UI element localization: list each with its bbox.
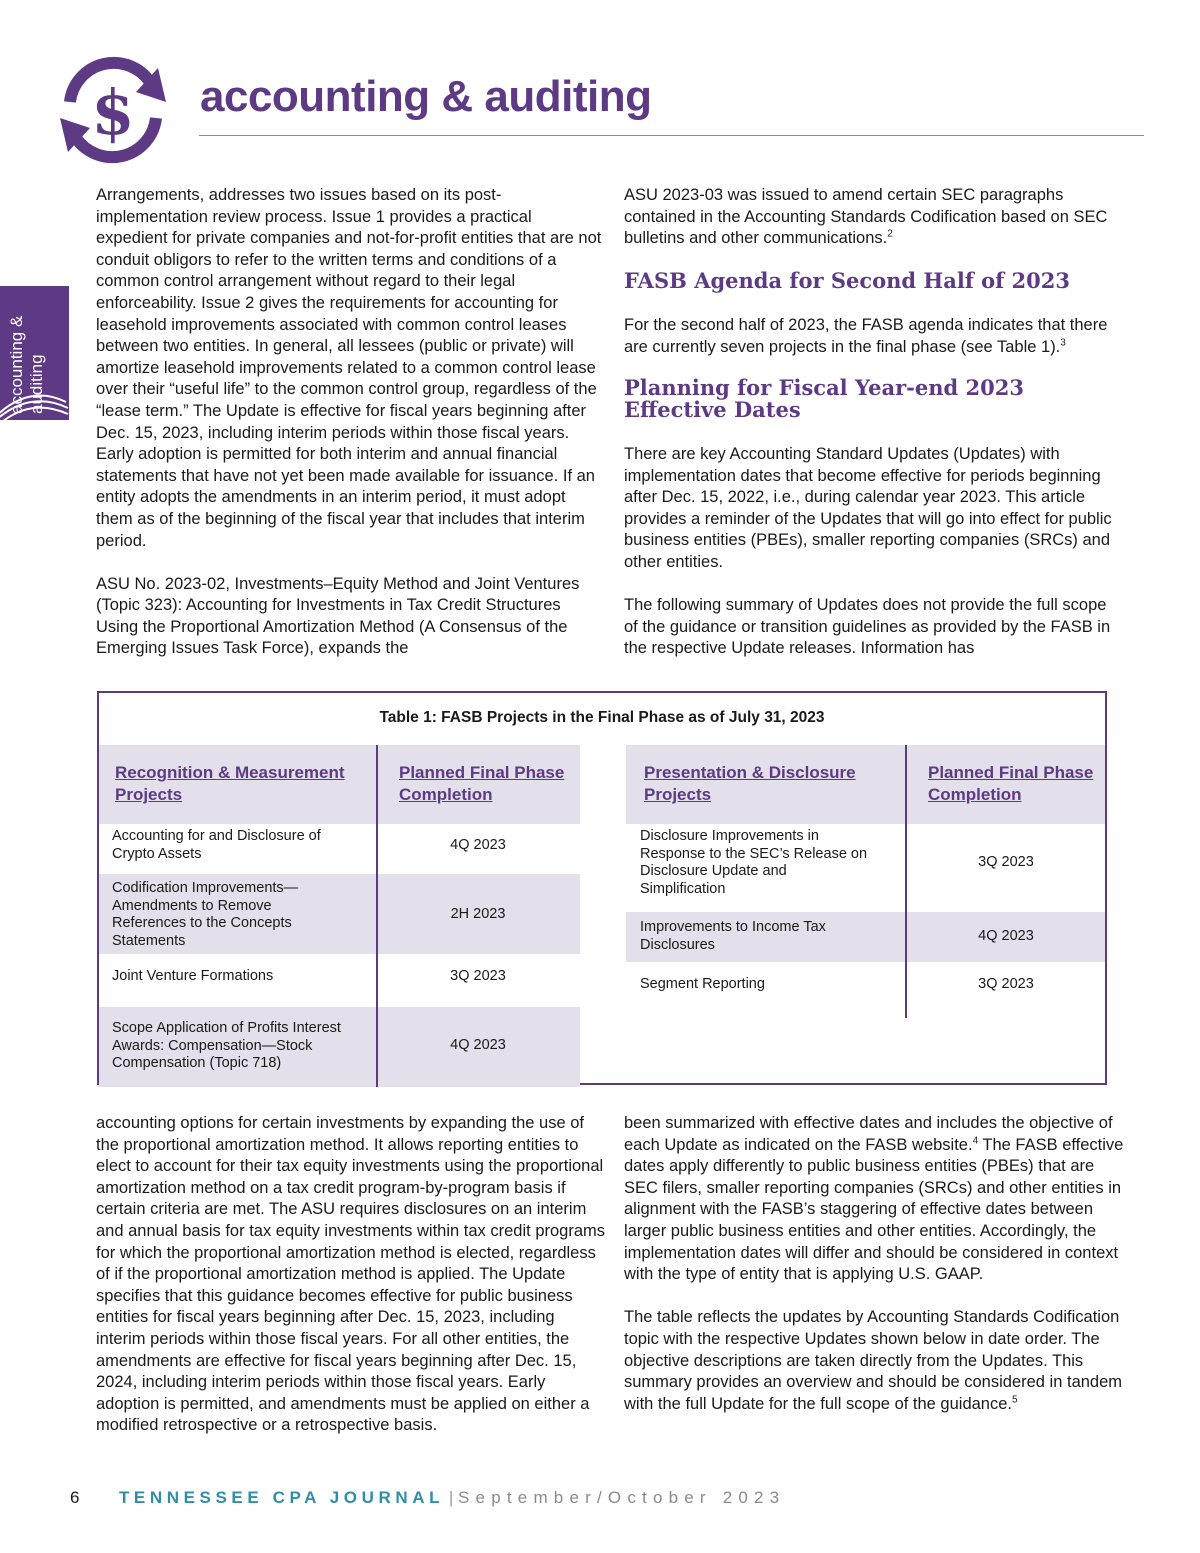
footnote-ref: 3 (1060, 337, 1066, 349)
side-tab-label: accounting & auditing (7, 315, 46, 414)
header-presentation: Presentation & Disclosure Projects (644, 763, 856, 804)
table-cell-project: Accounting for and Disclosure of Crypto Assets (112, 828, 321, 862)
heading-line: Effective Dates (624, 397, 801, 422)
table-cell-completion: 4Q 2023 (450, 837, 506, 853)
dollar-cycle-icon (52, 54, 174, 166)
projects-table (97, 691, 1107, 1085)
footer-separator: | (448, 1488, 454, 1507)
issue-date: September/October 2023 (458, 1488, 786, 1507)
table-cell-project: Scope Application of Profits Interest Awards: Compensation—Stock Compensation (Topic 718) (112, 1020, 341, 1072)
right-column-top (624, 185, 1124, 271)
section-title: accounting & auditing (200, 72, 652, 121)
left-column-top (96, 185, 606, 660)
table-cell-completion: 4Q 2023 (450, 1037, 506, 1053)
paragraph-text: For the second half of 2023, the FASB agenda indicates that there are currently seven projects in the final phase (see Table 1). (624, 316, 1108, 356)
left-column-bottom (96, 1113, 606, 1437)
table-cell-project: Codification Improvements—Amendments to Remove References to the Concepts Statements (112, 880, 299, 949)
paragraph-text: been summarized with effective dates and includes the objective of each Update as indicated on the FASB website. (624, 1114, 1113, 1154)
paragraph (624, 185, 1124, 250)
footnote-ref: 2 (887, 228, 893, 240)
footnote-ref: 4 (972, 1135, 979, 1147)
heading-fasb-agenda: FASB Agenda for Second Half of 2023 (624, 268, 1070, 293)
table-cell-completion: 3Q 2023 (978, 854, 1034, 870)
heading-line: Planning for Fiscal Year-end 2023 (624, 375, 1024, 400)
swirl-icon (0, 382, 69, 420)
header-planned-left: Planned Final Phase Completion (399, 763, 565, 804)
paragraph (624, 1307, 1129, 1415)
footnote-ref: 5 (1012, 1394, 1018, 1406)
table-cell-completion: 3Q 2023 (450, 968, 506, 984)
table-cell-project: Disclosure Improvements in Response to the SEC’s Release on Disclosure Update and Simplification (640, 828, 868, 897)
table-cell-completion: 4Q 2023 (978, 928, 1034, 944)
paragraph-text: The FASB effective dates apply differently to public business entities (PBEs) that are SEC filers, smaller reporting companies (SRCs) and other entities in alignment with the FASB’s staggering of effective dates between larger public business entities and other entities. Accordingly, the implementation dates will differ and should be considered in context with the type of entity that is applying U.S. GAAP. (624, 1135, 1124, 1284)
page-footer (70, 1488, 785, 1508)
table-cell-project: Improvements to Income Tax Disclosures (640, 919, 826, 953)
svg-text:$: $ (91, 76, 135, 149)
paragraph-text: The table reflects the updates by Accounting Standards Codification topic with the respective Updates shown below in date order. The objective descriptions are taken directly from the Updates. This summary provides an overview and should be considered in tandem with the full Update for the full scope of the guidance. (624, 1308, 1123, 1413)
right-column-paragraph (624, 315, 1124, 358)
right-column-body (624, 444, 1124, 660)
paragraph: accounting options for certain investments by expanding the use of the proportional amortization method. It allows reporting entities to elect to account for their tax equity investments using the proportional amortization method on a tax credit program-by-program basis if certain criteria are met. The ASU requires disclosures on an interim and annual basis for tax equity investments within tax credit programs for which the proportional amortization method is elected, regardless of if the proportional amortization method is applied. The Update specifies that this guidance becomes effective for public business entities for fiscal years beginning after Dec. 15, 2023, including interim periods within those fiscal years. For all other entities, the amendments are effective for fiscal years beginning after Dec. 15, 2024, including interim periods within those fiscal years. Early adoption is permitted, and amendments must be applied on either a modified retrospective or a retrospective basis. (96, 1114, 606, 1435)
journal-name: TENNESSEE CPA JOURNAL (118, 1488, 445, 1507)
header-recognition: Recognition & Measurement Projects (115, 763, 345, 804)
paragraph: The following summary of Updates does not provide the full scope of the guidance or transition guidelines as provided by the FASB in the respective Update releases. Information has (624, 596, 1111, 658)
right-column-bottom (624, 1113, 1129, 1415)
paragraph-text: ASU 2023-03 was issued to amend certain SEC paragraphs contained in the Accounting Standards Codification based on SEC bulletins and other communications. (624, 186, 1108, 248)
heading-planning (624, 377, 1124, 421)
table-cell-project: Joint Venture Formations (112, 968, 274, 984)
paragraph (624, 315, 1124, 358)
table-cell-completion: 3Q 2023 (978, 976, 1034, 992)
header-rule (199, 135, 1144, 136)
header-planned-right: Planned Final Phase Completion (928, 763, 1094, 804)
paragraph: Arrangements, addresses two issues based on its post-implementation review process. Issue 1 provides a practical expedient for private companies and not-for-profit entities that are not conduit obligors to refer to the written terms and conditions of a common control arrangement without regard to their legal enforceability. Issue 2 gives the requirements for accounting for leasehold improvements associated with common control leases between two entities. In general, all lessees (public or private) will amortize leasehold improvements related to a common control lease over their “useful life” to the common control group, regardless of the “lease term.” The Update is effective for fiscal years beginning after Dec. 15, 2023, including interim periods within those fiscal years. Early adoption is permitted for both interim and annual financial statements that have not yet been made available for issuance. If an entity adopts the amendments in an interim period, it must adopt them as of the beginning of the fiscal year that includes that interim period. (96, 186, 602, 550)
paragraph (624, 1113, 1129, 1286)
side-tab (0, 286, 69, 420)
paragraph: There are key Accounting Standard Updates (Updates) with implementation dates that become effective for periods beginning after Dec. 15, 2022, i.e., during calendar year 2023. This article provides a reminder of the Updates that will go into effect for public business entities (PBEs), smaller reporting companies (SRCs) and other entities. (624, 445, 1112, 571)
table-cell-project: Segment Reporting (640, 976, 765, 992)
paragraph: ASU No. 2023-02, Investments–Equity Method and Joint Ventures (Topic 323): Accounting for Investments in Tax Credit Structures Using the Proportional Amortization Method (A Consensus of the Emerging Issues Task Force), expands the (96, 574, 580, 658)
table-title: Table 1: FASB Projects in the Final Phase as of July 31, 2023 (379, 709, 825, 726)
page-number: 6 (70, 1488, 80, 1507)
table-cell-completion: 2H 2023 (450, 906, 506, 922)
